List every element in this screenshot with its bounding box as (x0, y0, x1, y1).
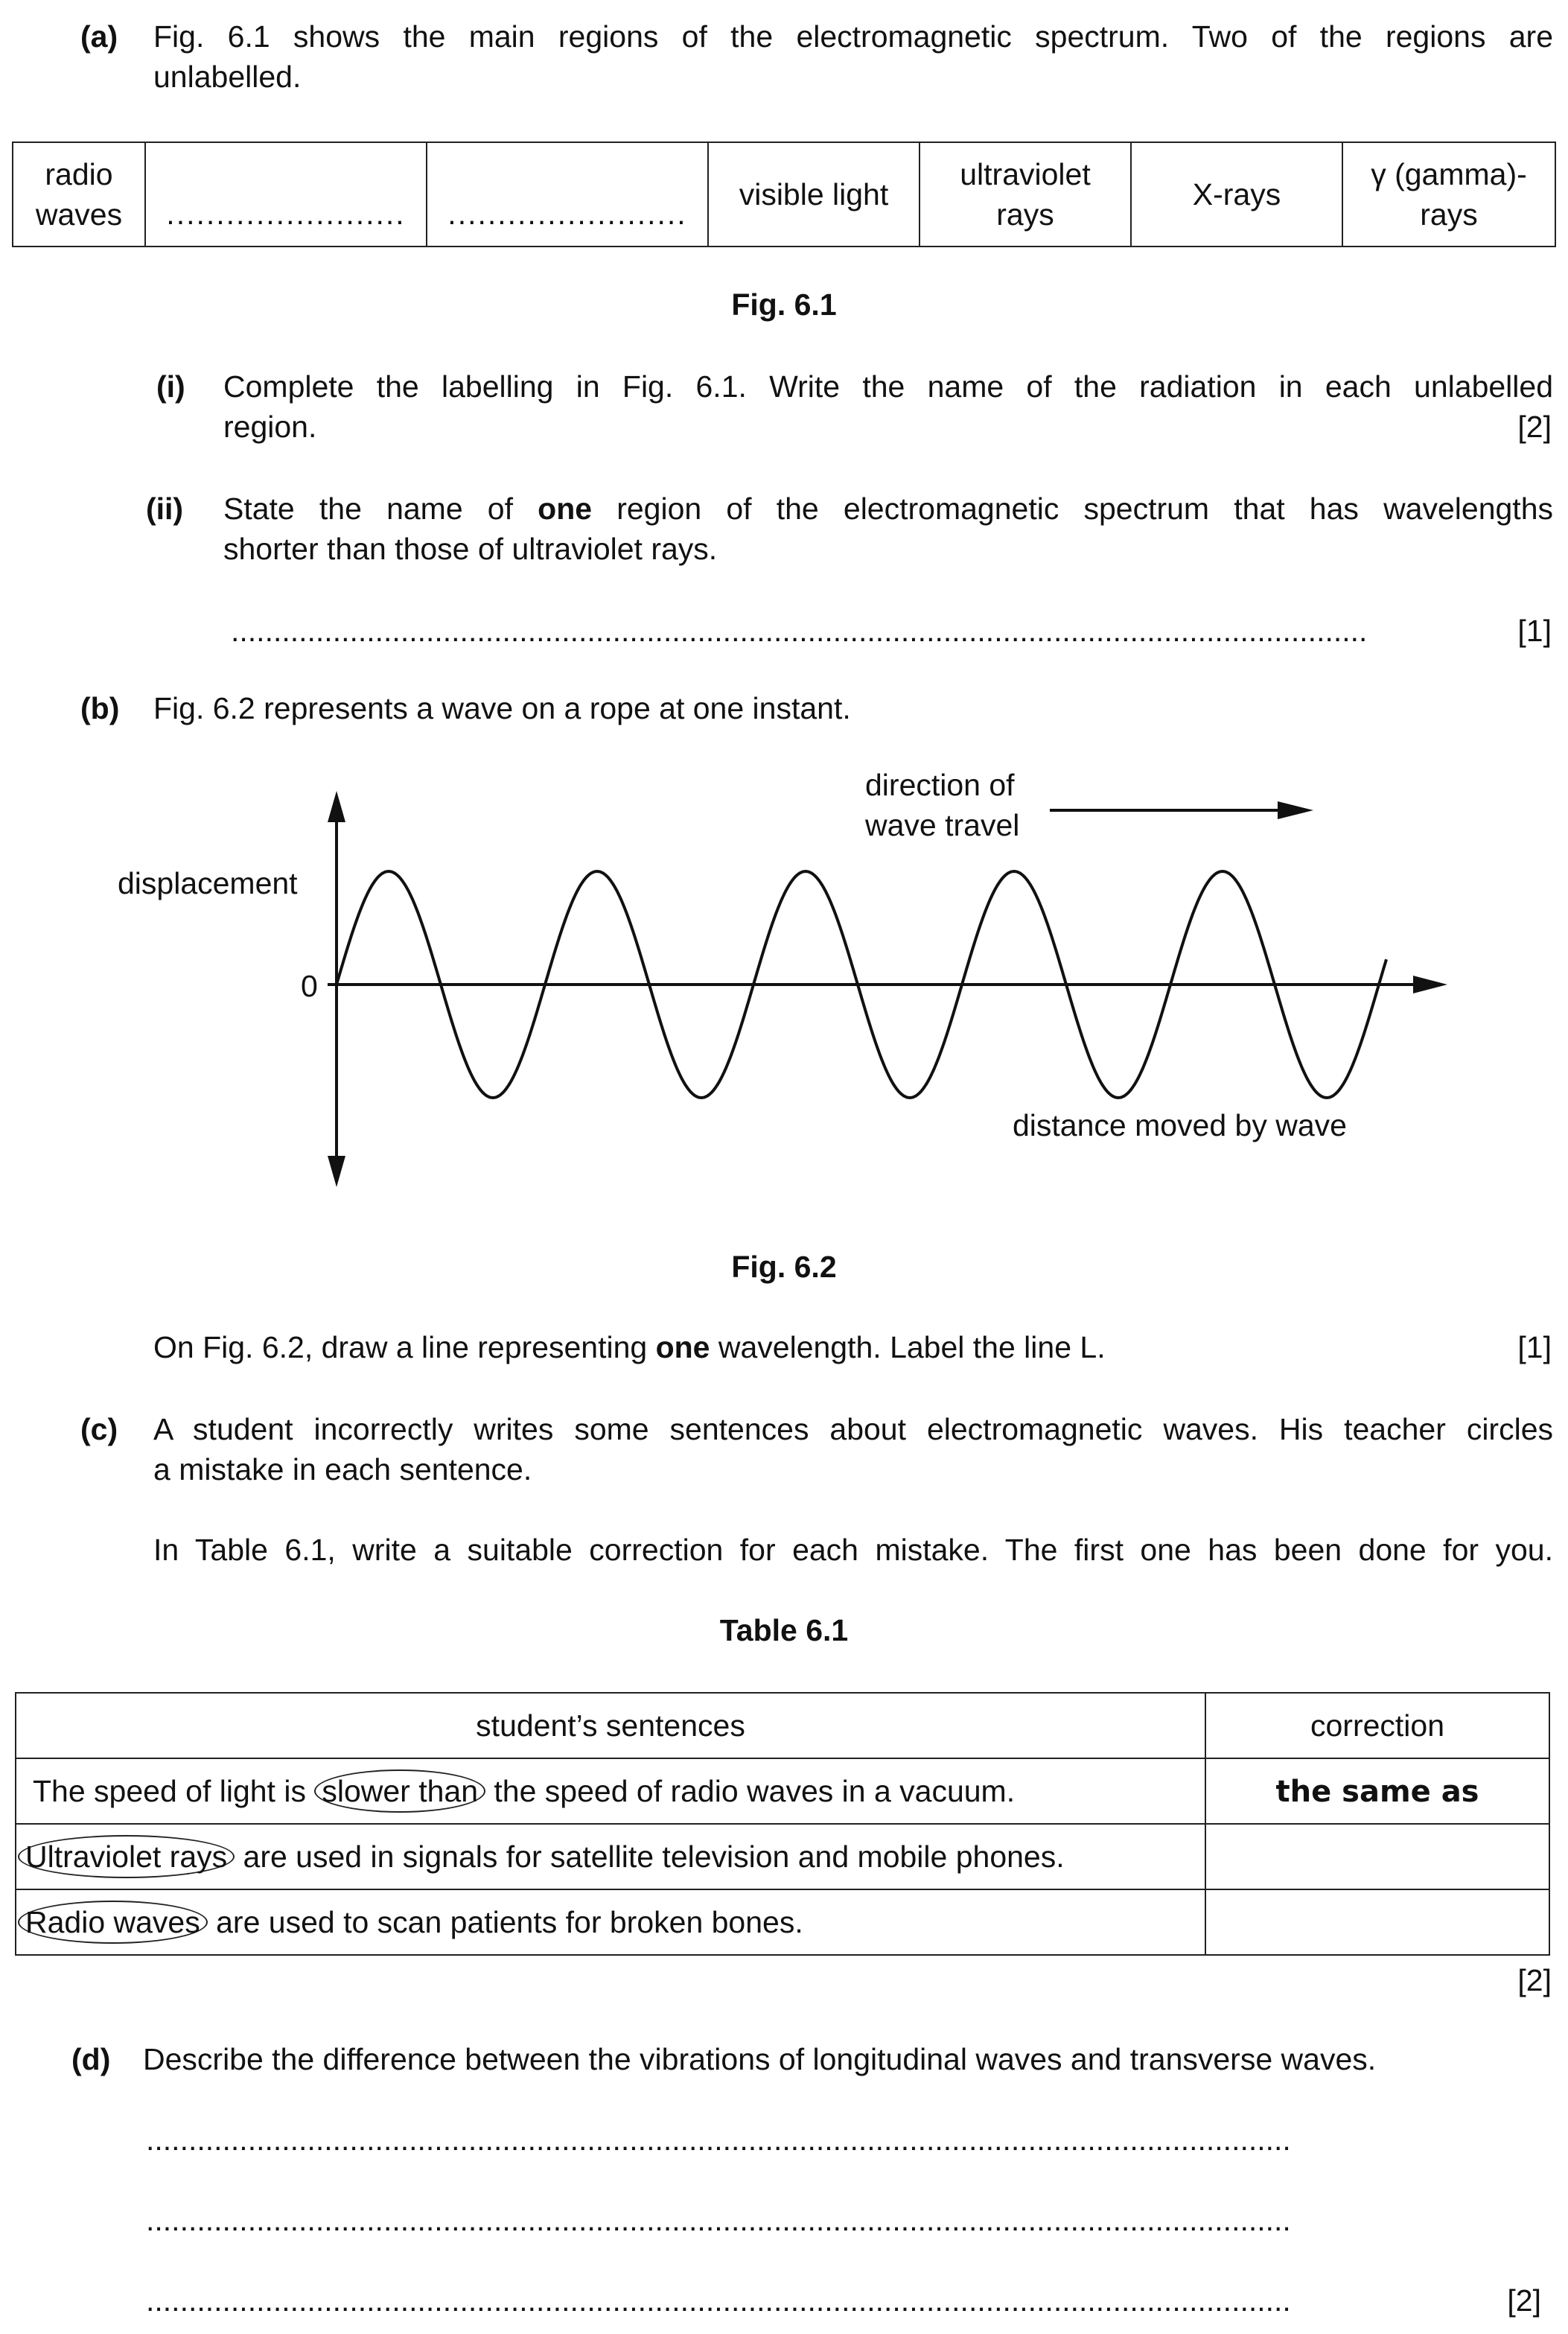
part-a-ii-label: (ii) (146, 492, 184, 526)
sentence-post: the speed of radio waves in a vacuum. (485, 1773, 1016, 1808)
region-ultraviolet (920, 142, 1131, 247)
part-a-ii-line1 (223, 492, 1553, 527)
correction-cell[interactable] (1205, 1758, 1549, 1824)
part-a-ii-answer-line[interactable]: ...................................................................................................................................... (231, 614, 1368, 648)
region-uv-line2: rays (996, 197, 1054, 232)
direction-arrow-head (1278, 801, 1313, 819)
sentence-post: are used in signals for satellite television and mobile phones. (235, 1839, 1065, 1874)
spectrum-table (12, 141, 1556, 247)
y-axis-arrow-down (328, 1156, 345, 1187)
part-a-i-line1: Complete the labelling in Fig. 6.1. Write the name of the radiation in each unlabelled (223, 369, 1553, 404)
fig-6-1-caption: Fig. 6.1 (731, 287, 837, 322)
part-b-label: (b) (80, 691, 120, 725)
direction-label-line1: direction of (865, 768, 1015, 802)
blank-2-dots: ........................ (447, 197, 687, 231)
part-c-marks: [2] (1517, 1963, 1552, 1997)
y-axis-label: displacement (118, 866, 298, 900)
circled-mistake: Ultraviolet rays (18, 1835, 235, 1878)
region-gamma-line2: rays (1420, 197, 1478, 232)
region-xrays: X-rays (1131, 142, 1342, 247)
col-header-sentences: student’s sentences (16, 1693, 1205, 1758)
region-blank-2[interactable] (427, 142, 708, 247)
table-6-1 (15, 1692, 1550, 1956)
part-c-label: (c) (80, 1412, 118, 1446)
col-header-correction: correction (1205, 1693, 1549, 1758)
ii-text-bold: one (538, 492, 593, 526)
x-axis-label: distance moved by wave (1013, 1108, 1347, 1142)
part-a-i-marks: [2] (1517, 410, 1552, 444)
part-c-line1: A student incorrectly writes some sentences about electromagnetic waves. His teacher circles (153, 1412, 1553, 1446)
table-6-1-caption: Table 6.1 (719, 1613, 849, 1647)
part-b-instruction (153, 1330, 1106, 1365)
circled-mistake: slower than (314, 1769, 485, 1813)
part-c-line3: In Table 6.1, write a suitable correction for each mistake. The first one has been done for you. (153, 1533, 1553, 1567)
sentence-cell (16, 1758, 1205, 1824)
sentence-pre: The speed of light is (33, 1773, 315, 1808)
correction-handwritten: the same as (1275, 1774, 1479, 1809)
part-a-i-label: (i) (156, 369, 185, 404)
region-visible: visible light (708, 142, 920, 247)
sentence-cell (16, 1824, 1205, 1889)
part-d-label: (d) (71, 2042, 111, 2076)
part-b-text: Fig. 6.2 represents a wave on a rope at one instant. (153, 691, 851, 725)
part-d-text: Describe the difference between the vibrations of longitudinal waves and transverse waves. (143, 2042, 1377, 2076)
region-uv-line1: ultraviolet (960, 157, 1091, 191)
b-instr-bold: one (655, 1330, 710, 1364)
part-a-ii-marks: [1] (1517, 614, 1552, 648)
region-radio (13, 142, 145, 247)
circled-mistake: Radio waves (18, 1901, 208, 1944)
table-row (16, 1824, 1549, 1889)
part-c-line2: a mistake in each sentence. (153, 1452, 532, 1486)
ii-text-a: State the name of (223, 492, 538, 526)
part-a-label: (a) (80, 19, 118, 54)
fig-6-2-caption: Fig. 6.2 (731, 1250, 837, 1284)
blank-1-dots: ........................ (166, 197, 406, 231)
y-axis-arrow-up (328, 791, 345, 822)
correction-cell[interactable] (1205, 1889, 1549, 1955)
part-d-answer-line-1[interactable]: ....................................................................................................................................... (146, 2122, 1291, 2157)
part-b-marks: [1] (1517, 1330, 1552, 1364)
ii-text-b: region of the electromagnetic spectrum that has wavelengths (592, 492, 1554, 526)
part-a-text-line1: Fig. 6.1 shows the main regions of the electromagnetic spectrum. Two of the regions are (153, 19, 1553, 54)
direction-label-line2: wave travel (865, 808, 1020, 842)
part-a-text-line2: unlabelled. (153, 60, 302, 94)
b-instr-a: On Fig. 6.2, draw a line representing (153, 1330, 656, 1364)
zero-label: 0 (301, 969, 318, 1003)
b-instr-b: wavelength. Label the line L. (710, 1330, 1106, 1364)
region-radio-line2: waves (35, 197, 123, 232)
part-d-marks: [2] (1507, 2283, 1541, 2318)
table-row (16, 1889, 1549, 1955)
part-d-answer-line-2[interactable]: ....................................................................................................................................... (146, 2203, 1291, 2237)
part-d-answer-line-3[interactable]: ....................................................................................................................................... (146, 2283, 1291, 2318)
sentence-cell (16, 1889, 1205, 1955)
region-radio-line1: radio (45, 157, 113, 191)
part-a-ii-line2: shorter than those of ultraviolet rays. (223, 532, 718, 566)
correction-cell[interactable] (1205, 1824, 1549, 1889)
region-gamma-line1: γ (gamma)- (1371, 157, 1527, 191)
region-blank-1[interactable] (145, 142, 427, 247)
part-a-i-line2: region. (223, 410, 317, 444)
table-row (16, 1758, 1549, 1824)
sentence-post: are used to scan patients for broken bones. (207, 1904, 803, 1939)
wave-diagram (0, 745, 1568, 1221)
region-gamma (1342, 142, 1555, 247)
x-axis-arrow (1413, 976, 1447, 993)
